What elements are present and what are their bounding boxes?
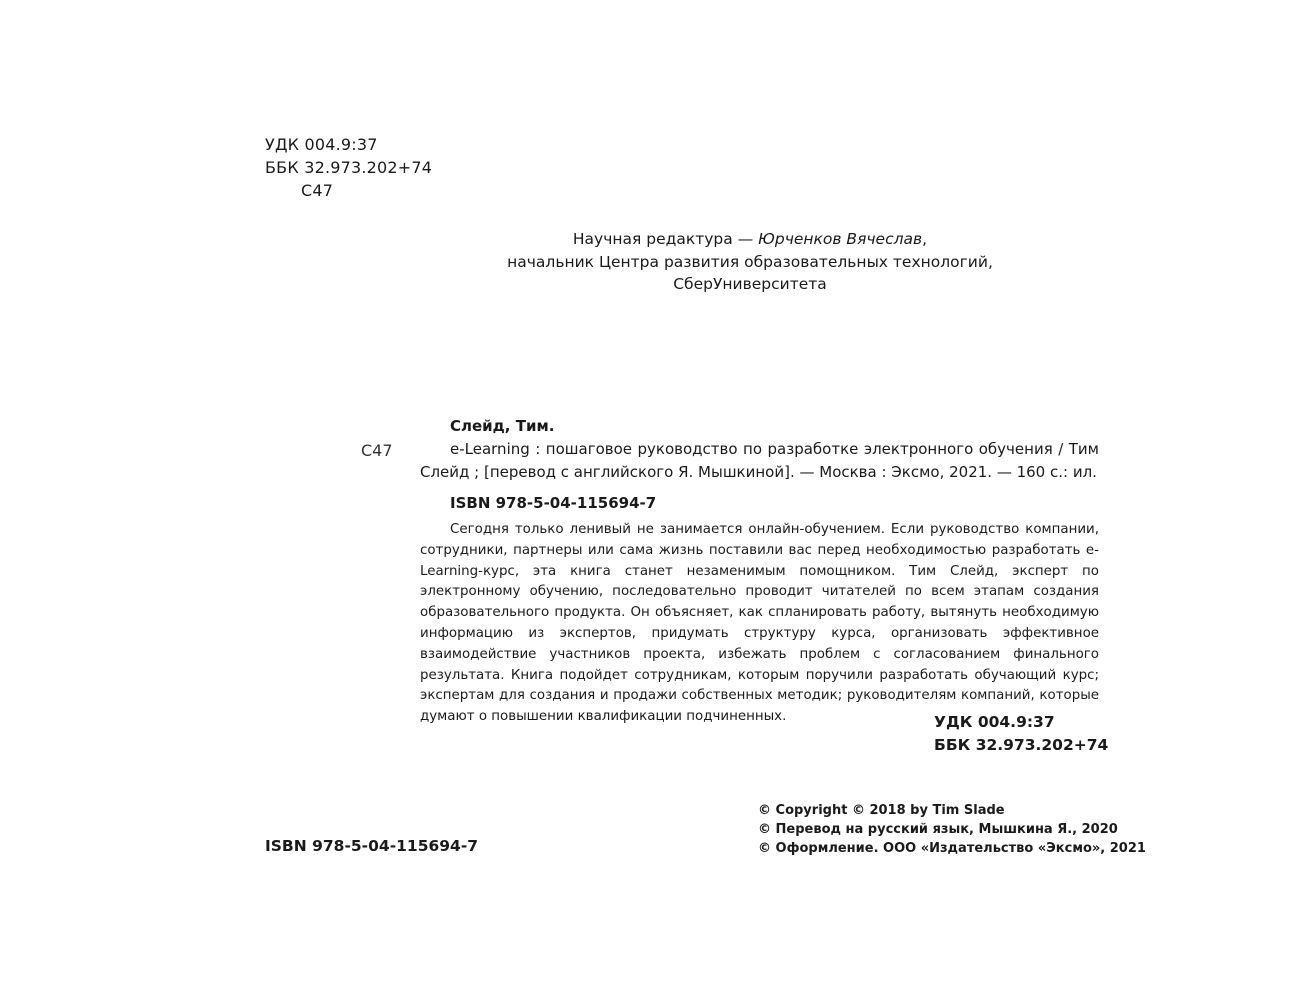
editor-organization: СберУниверситета: [673, 275, 827, 293]
header-bbk: ББК 32.973.202+74: [265, 158, 433, 177]
citation-line-2: Слейд ; [перевод с английского Я. Мышкиной]. — Москва : Эксмо, 2021. — 160 с.: ил.: [420, 463, 1097, 481]
catalog-abstract: Сегодня только ленивый не занимается онлайн-обучением. Если руководство компании, сотрудники, партнеры или сама жизнь поставили вас перед необходимостью разработать e-Learning-курс, эта книга станет незаменимым помощником. Тим Слейд, эксперт по электронному обучению, последовательно проводит читателей по всем этапам создания образовательного продукта. Он объясняет, как спланировать работу, вытянуть необходимую информацию из экспертов, придумать структуру курса, организовать эффективное взаимодействие участников проекта, избежать проблем с согласованием финального результата. Книга подойдет сотрудникам, которым поручили разработать обучающий курс; экспертам для создания и продажи собственных методик; руководителям компаний, которые думают о повышении квалификации подчиненных.: [420, 522, 1099, 725]
catalog-classification-codes: [934, 711, 1108, 757]
catalog-author: Слейд, Тим.: [450, 417, 555, 435]
scientific-editor-block: [450, 228, 1050, 296]
catalog-isbn: ISBN 978-5-04-115694-7: [450, 494, 657, 512]
header-udk: УДК 004.9:37: [265, 135, 378, 154]
editor-prefix: Научная редактура —: [572, 230, 759, 248]
header-author-mark: С47: [301, 181, 334, 200]
catalog-bbk: ББК 32.973.202+74: [934, 736, 1109, 754]
citation-line-1: e-Learning : пошаговое руководство по разработке электронного обучения / Тим: [450, 440, 1099, 458]
catalog-udk: УДК 004.9:37: [934, 713, 1055, 731]
editor-line-1: [450, 228, 1050, 251]
copyright-block: [758, 801, 1146, 858]
editor-name: Юрченков Вячеслав: [758, 230, 923, 248]
catalog-author-mark: С47: [361, 441, 393, 460]
copyright-line: © Перевод на русский язык, Мышкина Я., 2020: [758, 822, 1118, 837]
copyright-line: © Copyright © 2018 by Tim Slade: [758, 803, 1005, 818]
editor-suffix: ,: [922, 230, 928, 248]
footer-isbn: ISBN 978-5-04-115694-7: [265, 837, 479, 855]
editor-position: начальник Центра развития образовательных технологий,: [507, 252, 993, 271]
catalog-citation: [420, 438, 1099, 484]
header-classification-codes: [265, 133, 432, 202]
copyright-line: © Оформление. ООО «Издательство «Эксмо», 2021: [758, 841, 1146, 856]
